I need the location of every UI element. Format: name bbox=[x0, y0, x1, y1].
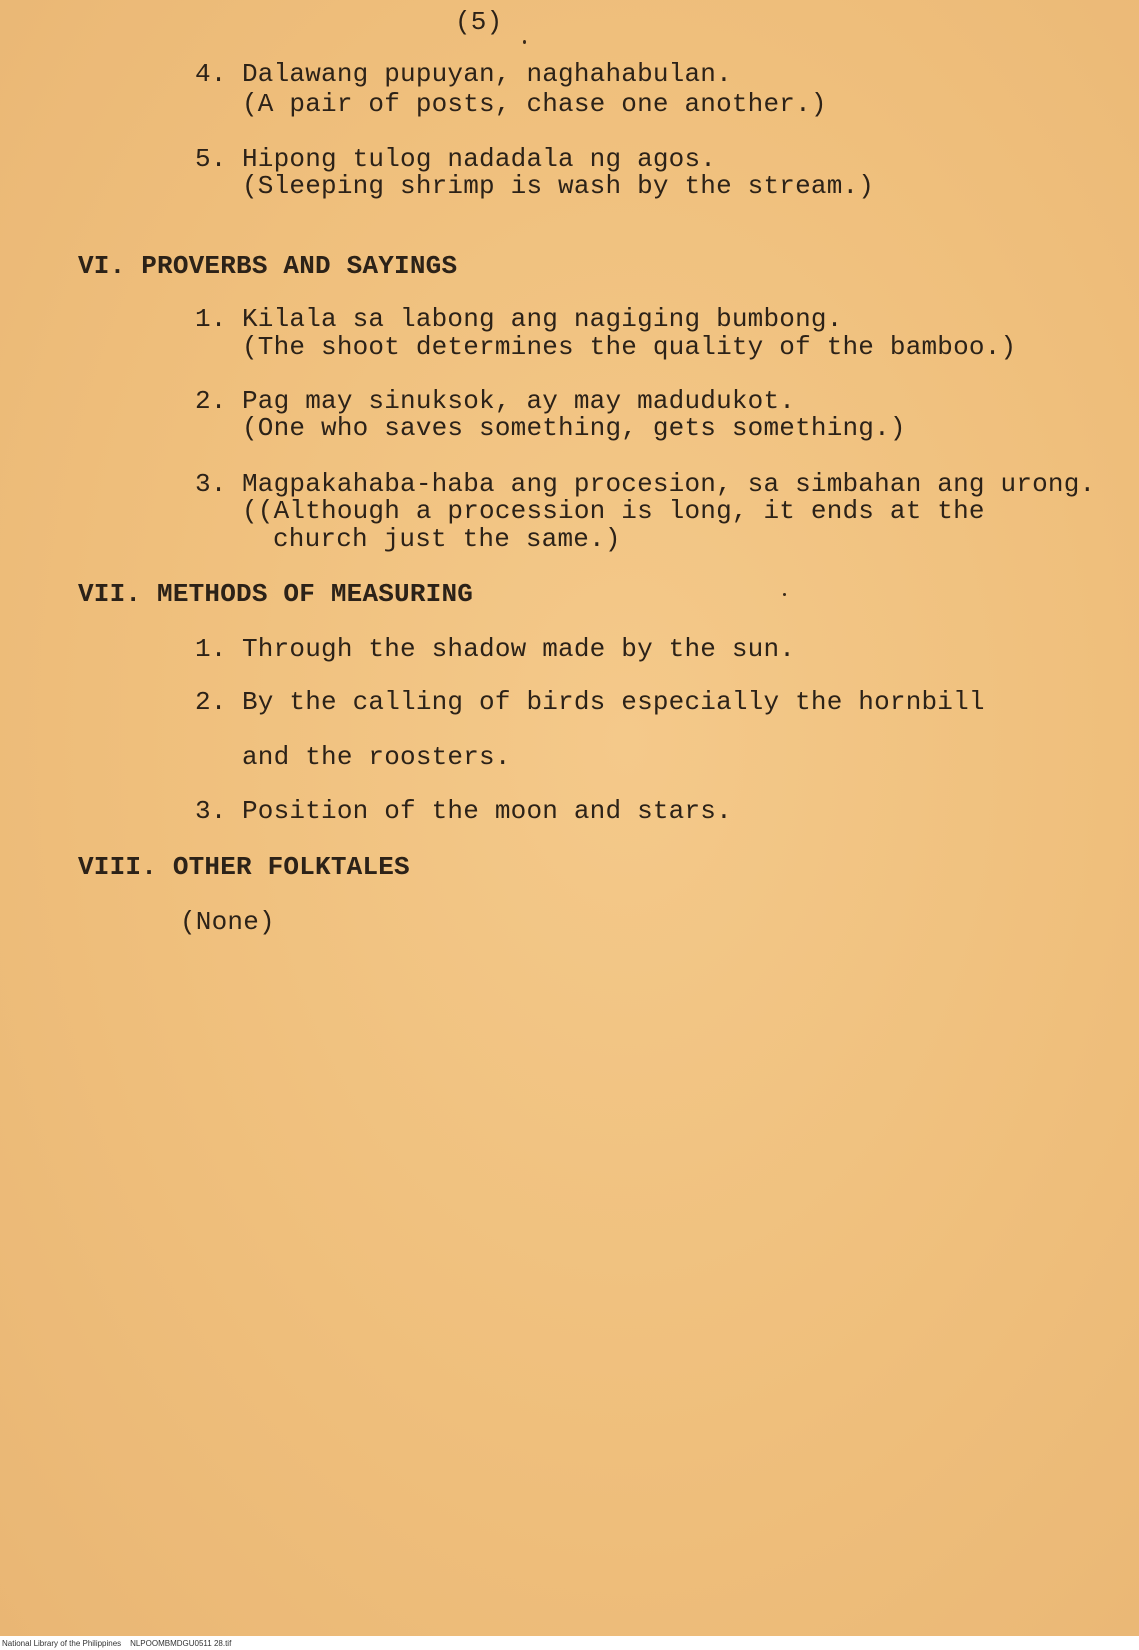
measure-3-number: 3. bbox=[195, 796, 227, 826]
riddle-5-tagalog: Hipong tulog nadadala ng agos. bbox=[242, 144, 717, 174]
folktales-body: (None) bbox=[180, 907, 275, 937]
proverb-2-tagalog: Pag may sinuksok, ay may madudukot. bbox=[242, 386, 796, 416]
proverb-1-number: 1. bbox=[195, 304, 227, 334]
riddle-4-number: 4. bbox=[195, 59, 227, 89]
proverb-1-tagalog: Kilala sa labong ang nagiging bumbong. bbox=[242, 304, 843, 334]
section-folktales-title: VIII. OTHER FOLKTALES bbox=[78, 852, 410, 882]
proverb-3-tagalog: Magpakahaba-haba ang procesion, sa simbahan ang urong. bbox=[242, 469, 1096, 499]
proverb-2-english: (One who saves something, gets something.) bbox=[242, 413, 906, 443]
riddle-5-number: 5. bbox=[195, 144, 227, 174]
measure-1-number: 1. bbox=[195, 634, 227, 664]
riddle-5-english: (Sleeping shrimp is wash by the stream.) bbox=[242, 171, 875, 201]
proverb-3-english-cont: church just the same.) bbox=[273, 524, 621, 554]
measure-2-text-cont: and the roosters. bbox=[242, 742, 511, 772]
measure-2-number: 2. bbox=[195, 687, 227, 717]
proverb-2-number: 2. bbox=[195, 386, 227, 416]
measure-2-text: By the calling of birds especially the hornbill bbox=[242, 687, 985, 717]
proverb-3-english: ((Although a procession is long, it ends at the bbox=[242, 496, 985, 526]
riddle-4-english: (A pair of posts, chase one another.) bbox=[242, 89, 827, 119]
proverb-3-number: 3. bbox=[195, 469, 227, 499]
measure-1-text: Through the shadow made by the sun. bbox=[242, 634, 796, 664]
section-proverbs-title: VI. PROVERBS AND SAYINGS bbox=[78, 251, 458, 281]
proverb-1-english: (The shoot determines the quality of the bamboo.) bbox=[242, 332, 1017, 362]
riddle-4-tagalog: Dalawang pupuyan, naghahabulan. bbox=[242, 59, 732, 89]
page-number: (5) bbox=[455, 7, 503, 37]
section-measuring-title: VII. METHODS OF MEASURING bbox=[78, 579, 474, 609]
ink-speck bbox=[783, 593, 786, 596]
scan-footer-label: National Library of the Philippines NLPOOMBMDGU0511 28.tif bbox=[2, 1639, 232, 1648]
ink-speck bbox=[523, 40, 526, 44]
measure-3-text: Position of the moon and stars. bbox=[242, 796, 732, 826]
